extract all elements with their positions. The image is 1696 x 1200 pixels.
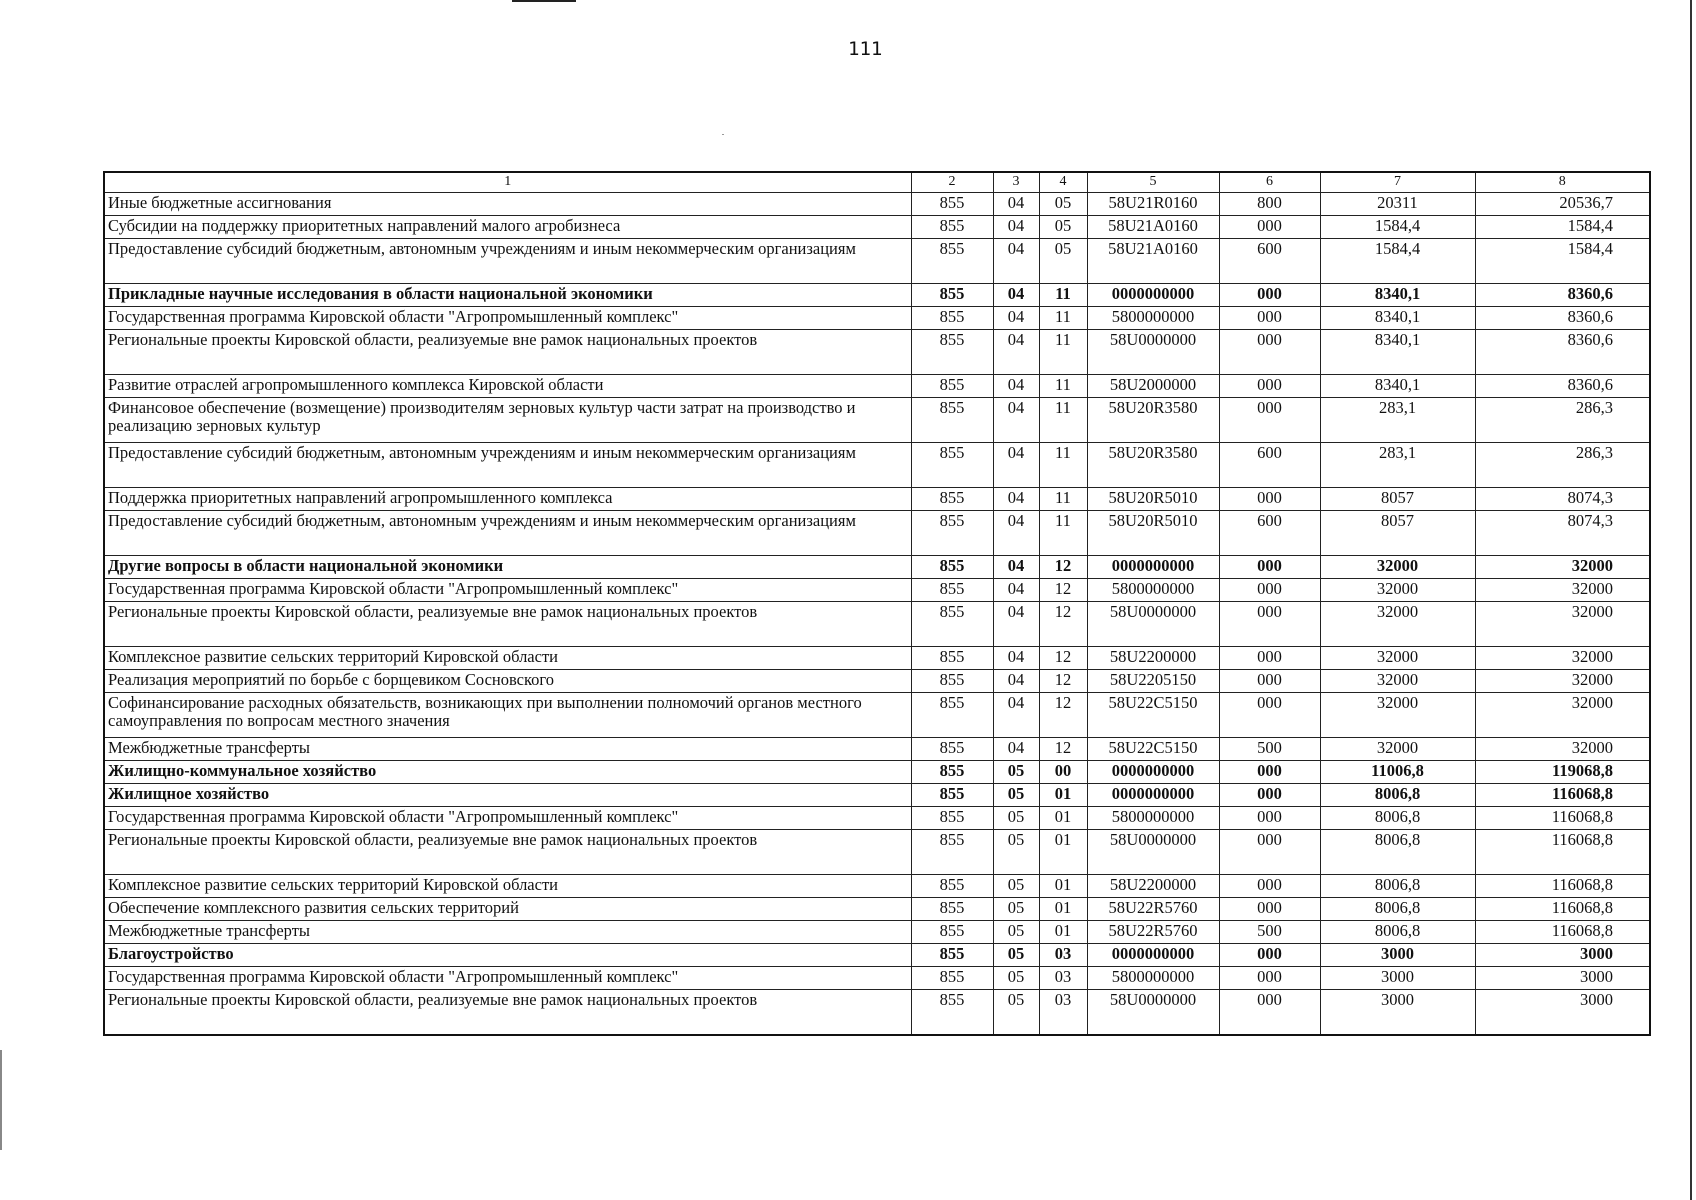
scan-mark-left — [0, 1050, 2, 1150]
header-cell-8: 8 — [1475, 172, 1650, 193]
row-name: Субсидии на поддержку приоритетных направлений малого агробизнеса — [104, 216, 911, 239]
row-admin-code: 855 — [911, 830, 993, 875]
row-target-article: 0000000000 — [1087, 284, 1219, 307]
table-row — [104, 602, 1650, 647]
row-amount-col8: 286,3 — [1475, 443, 1650, 488]
row-name: Предоставление субсидий бюджетным, автономным учреждениям и иным некоммерческим организациям — [104, 511, 911, 556]
row-target-article: 58U0000000 — [1087, 990, 1219, 1036]
row-amount-col7: 3000 — [1320, 990, 1475, 1036]
row-name: Поддержка приоритетных направлений агропромышленного комплекса — [104, 488, 911, 511]
row-amount-col8: 32000 — [1475, 647, 1650, 670]
row-name: Благоустройство — [104, 944, 911, 967]
table-row — [104, 216, 1650, 239]
row-amount-col8: 116068,8 — [1475, 921, 1650, 944]
row-section: 05 — [993, 875, 1039, 898]
row-amount-col7: 283,1 — [1320, 443, 1475, 488]
table-row — [104, 784, 1650, 807]
row-expense-type: 000 — [1219, 579, 1320, 602]
table-row — [104, 284, 1650, 307]
row-amount-col7: 8340,1 — [1320, 307, 1475, 330]
row-name: Межбюджетные трансферты — [104, 921, 911, 944]
row-amount-col8: 32000 — [1475, 738, 1650, 761]
table-row — [104, 693, 1650, 738]
row-amount-col7: 8340,1 — [1320, 375, 1475, 398]
row-expense-type: 000 — [1219, 875, 1320, 898]
row-name: Обеспечение комплексного развития сельских территорий — [104, 898, 911, 921]
row-amount-col8: 8360,6 — [1475, 307, 1650, 330]
row-admin-code: 855 — [911, 990, 993, 1036]
row-target-article: 58U0000000 — [1087, 602, 1219, 647]
row-admin-code: 855 — [911, 239, 993, 284]
row-admin-code: 855 — [911, 216, 993, 239]
row-amount-col7: 8006,8 — [1320, 784, 1475, 807]
row-amount-col7: 3000 — [1320, 944, 1475, 967]
row-admin-code: 855 — [911, 330, 993, 375]
row-expense-type: 000 — [1219, 330, 1320, 375]
row-expense-type: 000 — [1219, 488, 1320, 511]
row-section: 04 — [993, 670, 1039, 693]
row-amount-col8: 3000 — [1475, 967, 1650, 990]
row-expense-type: 800 — [1219, 193, 1320, 216]
row-target-article: 5800000000 — [1087, 579, 1219, 602]
row-target-article: 0000000000 — [1087, 944, 1219, 967]
row-expense-type: 000 — [1219, 398, 1320, 443]
row-expense-type: 000 — [1219, 830, 1320, 875]
row-section: 04 — [993, 647, 1039, 670]
row-name: Реализация мероприятий по борьбе с борщевиком Сосновского — [104, 670, 911, 693]
row-subsection: 00 — [1039, 761, 1087, 784]
row-subsection: 03 — [1039, 990, 1087, 1036]
row-amount-col7: 32000 — [1320, 647, 1475, 670]
row-target-article: 58U2205150 — [1087, 670, 1219, 693]
row-amount-col7: 8006,8 — [1320, 807, 1475, 830]
row-amount-col7: 8006,8 — [1320, 830, 1475, 875]
row-expense-type: 600 — [1219, 511, 1320, 556]
row-name: Финансовое обеспечение (возмещение) производителям зерновых культур части затрат на производство и реализацию зерновых культур — [104, 398, 911, 443]
row-admin-code: 855 — [911, 307, 993, 330]
row-expense-type: 000 — [1219, 784, 1320, 807]
row-amount-col7: 8340,1 — [1320, 284, 1475, 307]
row-subsection: 11 — [1039, 398, 1087, 443]
row-admin-code: 855 — [911, 693, 993, 738]
row-section: 05 — [993, 967, 1039, 990]
row-target-article: 58U2000000 — [1087, 375, 1219, 398]
row-amount-col7: 8057 — [1320, 511, 1475, 556]
table-row — [104, 398, 1650, 443]
row-target-article: 58U20R5010 — [1087, 488, 1219, 511]
row-subsection: 12 — [1039, 738, 1087, 761]
row-target-article: 5800000000 — [1087, 307, 1219, 330]
header-cell-4: 4 — [1039, 172, 1087, 193]
row-section: 04 — [993, 216, 1039, 239]
row-subsection: 11 — [1039, 307, 1087, 330]
row-section: 04 — [993, 443, 1039, 488]
row-subsection: 12 — [1039, 602, 1087, 647]
row-target-article: 58U21R0160 — [1087, 193, 1219, 216]
table-row — [104, 898, 1650, 921]
row-amount-col8: 8360,6 — [1475, 375, 1650, 398]
table-row — [104, 239, 1650, 284]
row-section: 04 — [993, 307, 1039, 330]
row-expense-type: 000 — [1219, 307, 1320, 330]
row-admin-code: 855 — [911, 807, 993, 830]
row-amount-col7: 8006,8 — [1320, 875, 1475, 898]
row-amount-col8: 8074,3 — [1475, 488, 1650, 511]
row-section: 04 — [993, 330, 1039, 375]
row-target-article: 58U20R3580 — [1087, 443, 1219, 488]
row-amount-col7: 8057 — [1320, 488, 1475, 511]
row-section: 04 — [993, 556, 1039, 579]
table-row — [104, 647, 1650, 670]
row-subsection: 12 — [1039, 647, 1087, 670]
row-amount-col7: 1584,4 — [1320, 239, 1475, 284]
row-subsection: 05 — [1039, 216, 1087, 239]
row-section: 04 — [993, 398, 1039, 443]
row-subsection: 12 — [1039, 670, 1087, 693]
table-row — [104, 443, 1650, 488]
page-number: 111 — [848, 38, 883, 60]
row-target-article: 0000000000 — [1087, 556, 1219, 579]
row-section: 04 — [993, 511, 1039, 556]
row-amount-col7: 32000 — [1320, 579, 1475, 602]
scan-artifact-top — [512, 0, 576, 2]
row-target-article: 58U20R5010 — [1087, 511, 1219, 556]
row-subsection: 12 — [1039, 579, 1087, 602]
row-target-article: 58U0000000 — [1087, 830, 1219, 875]
row-section: 04 — [993, 693, 1039, 738]
row-section: 05 — [993, 898, 1039, 921]
table-row — [104, 990, 1650, 1036]
header-cell-6: 6 — [1219, 172, 1320, 193]
row-admin-code: 855 — [911, 761, 993, 784]
row-subsection: 11 — [1039, 443, 1087, 488]
table-row — [104, 967, 1650, 990]
row-amount-col7: 3000 — [1320, 967, 1475, 990]
row-amount-col7: 32000 — [1320, 556, 1475, 579]
row-target-article: 58U22R5760 — [1087, 898, 1219, 921]
row-name: Предоставление субсидий бюджетным, автономным учреждениям и иным некоммерческим организациям — [104, 239, 911, 284]
table-row — [104, 830, 1650, 875]
row-name: Государственная программа Кировской области "Агропромышленный комплекс" — [104, 579, 911, 602]
row-amount-col7: 32000 — [1320, 602, 1475, 647]
row-name: Межбюджетные трансферты — [104, 738, 911, 761]
row-amount-col7: 20311 — [1320, 193, 1475, 216]
row-name: Региональные проекты Кировской области, реализуемые вне рамок национальных проектов — [104, 330, 911, 375]
row-expense-type: 000 — [1219, 990, 1320, 1036]
row-subsection: 12 — [1039, 556, 1087, 579]
row-expense-type: 000 — [1219, 602, 1320, 647]
row-name: Прикладные научные исследования в области национальной экономики — [104, 284, 911, 307]
table-body — [104, 172, 1650, 1035]
row-name: Региональные проекты Кировской области, реализуемые вне рамок национальных проектов — [104, 830, 911, 875]
row-section: 04 — [993, 602, 1039, 647]
row-expense-type: 000 — [1219, 944, 1320, 967]
row-name: Жилищно-коммунальное хозяйство — [104, 761, 911, 784]
row-expense-type: 600 — [1219, 443, 1320, 488]
row-admin-code: 855 — [911, 193, 993, 216]
header-cell-3: 3 — [993, 172, 1039, 193]
row-target-article: 58U22R5760 — [1087, 921, 1219, 944]
row-expense-type: 000 — [1219, 375, 1320, 398]
table-row — [104, 193, 1650, 216]
table-row — [104, 307, 1650, 330]
row-expense-type: 600 — [1219, 239, 1320, 284]
row-admin-code: 855 — [911, 967, 993, 990]
row-amount-col8: 32000 — [1475, 579, 1650, 602]
row-amount-col8: 116068,8 — [1475, 898, 1650, 921]
row-name: Развитие отраслей агропромышленного комплекса Кировской области — [104, 375, 911, 398]
row-amount-col8: 116068,8 — [1475, 807, 1650, 830]
row-subsection: 01 — [1039, 784, 1087, 807]
row-expense-type: 500 — [1219, 921, 1320, 944]
row-amount-col7: 32000 — [1320, 738, 1475, 761]
row-amount-col8: 286,3 — [1475, 398, 1650, 443]
row-target-article: 5800000000 — [1087, 807, 1219, 830]
row-name: Комплексное развитие сельских территорий Кировской области — [104, 647, 911, 670]
row-subsection: 11 — [1039, 284, 1087, 307]
row-amount-col8: 119068,8 — [1475, 761, 1650, 784]
row-section: 05 — [993, 830, 1039, 875]
row-name: Комплексное развитие сельских территорий Кировской области — [104, 875, 911, 898]
row-name: Жилищное хозяйство — [104, 784, 911, 807]
row-section: 05 — [993, 990, 1039, 1036]
table-row — [104, 330, 1650, 375]
row-admin-code: 855 — [911, 488, 993, 511]
row-target-article: 58U22C5150 — [1087, 738, 1219, 761]
row-section: 04 — [993, 488, 1039, 511]
row-section: 04 — [993, 193, 1039, 216]
row-section: 04 — [993, 239, 1039, 284]
row-subsection: 11 — [1039, 488, 1087, 511]
row-target-article: 58U0000000 — [1087, 330, 1219, 375]
table-row — [104, 556, 1650, 579]
table-row — [104, 944, 1650, 967]
row-admin-code: 855 — [911, 579, 993, 602]
row-admin-code: 855 — [911, 921, 993, 944]
row-name: Другие вопросы в области национальной экономики — [104, 556, 911, 579]
row-admin-code: 855 — [911, 556, 993, 579]
row-expense-type: 500 — [1219, 738, 1320, 761]
row-expense-type: 000 — [1219, 556, 1320, 579]
row-section: 04 — [993, 375, 1039, 398]
row-name: Региональные проекты Кировской области, реализуемые вне рамок национальных проектов — [104, 990, 911, 1036]
row-admin-code: 855 — [911, 398, 993, 443]
row-expense-type: 000 — [1219, 761, 1320, 784]
row-admin-code: 855 — [911, 944, 993, 967]
row-target-article: 58U2200000 — [1087, 647, 1219, 670]
row-target-article: 5800000000 — [1087, 967, 1219, 990]
row-amount-col8: 3000 — [1475, 944, 1650, 967]
row-amount-col7: 8006,8 — [1320, 898, 1475, 921]
scan-edge-right — [1690, 0, 1692, 1200]
header-cell-2: 2 — [911, 172, 993, 193]
row-expense-type: 000 — [1219, 693, 1320, 738]
row-section: 05 — [993, 921, 1039, 944]
row-section: 04 — [993, 579, 1039, 602]
row-name: Региональные проекты Кировской области, реализуемые вне рамок национальных проектов — [104, 602, 911, 647]
row-amount-col8: 116068,8 — [1475, 784, 1650, 807]
row-amount-col7: 11006,8 — [1320, 761, 1475, 784]
row-subsection: 03 — [1039, 967, 1087, 990]
row-amount-col8: 8360,6 — [1475, 330, 1650, 375]
row-admin-code: 855 — [911, 443, 993, 488]
row-name: Государственная программа Кировской области "Агропромышленный комплекс" — [104, 307, 911, 330]
table-row — [104, 579, 1650, 602]
row-admin-code: 855 — [911, 375, 993, 398]
row-name: Иные бюджетные ассигнования — [104, 193, 911, 216]
row-admin-code: 855 — [911, 738, 993, 761]
row-name: Софинансирование расходных обязательств, возникающих при выполнении полномочий органов местного самоуправления по вопросам местного значения — [104, 693, 911, 738]
row-expense-type: 000 — [1219, 284, 1320, 307]
row-target-article: 58U2200000 — [1087, 875, 1219, 898]
row-amount-col8: 32000 — [1475, 602, 1650, 647]
budget-table — [103, 171, 1651, 1036]
table-row — [104, 488, 1650, 511]
row-expense-type: 000 — [1219, 807, 1320, 830]
row-amount-col7: 283,1 — [1320, 398, 1475, 443]
row-amount-col8: 32000 — [1475, 556, 1650, 579]
row-section: 05 — [993, 784, 1039, 807]
row-amount-col7: 32000 — [1320, 670, 1475, 693]
row-admin-code: 855 — [911, 511, 993, 556]
row-admin-code: 855 — [911, 875, 993, 898]
row-section: 05 — [993, 807, 1039, 830]
row-subsection: 01 — [1039, 921, 1087, 944]
row-subsection: 01 — [1039, 875, 1087, 898]
row-subsection: 01 — [1039, 830, 1087, 875]
row-amount-col7: 32000 — [1320, 693, 1475, 738]
row-admin-code: 855 — [911, 784, 993, 807]
row-section: 04 — [993, 738, 1039, 761]
row-amount-col8: 8360,6 — [1475, 284, 1650, 307]
row-subsection: 11 — [1039, 330, 1087, 375]
table-row — [104, 761, 1650, 784]
row-amount-col8: 116068,8 — [1475, 875, 1650, 898]
row-subsection: 01 — [1039, 898, 1087, 921]
row-admin-code: 855 — [911, 898, 993, 921]
row-amount-col8: 1584,4 — [1475, 239, 1650, 284]
row-amount-col8: 1584,4 — [1475, 216, 1650, 239]
row-subsection: 11 — [1039, 375, 1087, 398]
row-section: 05 — [993, 944, 1039, 967]
row-expense-type: 000 — [1219, 670, 1320, 693]
table-row — [104, 375, 1650, 398]
table-row — [104, 807, 1650, 830]
row-target-article: 58U22C5150 — [1087, 693, 1219, 738]
row-expense-type: 000 — [1219, 967, 1320, 990]
row-amount-col7: 8340,1 — [1320, 330, 1475, 375]
row-amount-col8: 116068,8 — [1475, 830, 1650, 875]
table-row — [104, 738, 1650, 761]
row-subsection: 05 — [1039, 193, 1087, 216]
row-admin-code: 855 — [911, 602, 993, 647]
row-admin-code: 855 — [911, 284, 993, 307]
row-amount-col7: 1584,4 — [1320, 216, 1475, 239]
header-cell-7: 7 — [1320, 172, 1475, 193]
row-name: Государственная программа Кировской области "Агропромышленный комплекс" — [104, 967, 911, 990]
row-admin-code: 855 — [911, 647, 993, 670]
row-target-article: 58U20R3580 — [1087, 398, 1219, 443]
row-section: 05 — [993, 761, 1039, 784]
row-target-article: 58U21A0160 — [1087, 216, 1219, 239]
row-amount-col7: 8006,8 — [1320, 921, 1475, 944]
header-cell-1: 1 — [104, 172, 911, 193]
row-target-article: 0000000000 — [1087, 761, 1219, 784]
row-amount-col8: 32000 — [1475, 693, 1650, 738]
row-amount-col8: 8074,3 — [1475, 511, 1650, 556]
row-target-article: 0000000000 — [1087, 784, 1219, 807]
row-target-article: 58U21A0160 — [1087, 239, 1219, 284]
table-row — [104, 670, 1650, 693]
row-amount-col8: 32000 — [1475, 670, 1650, 693]
table-row — [104, 511, 1650, 556]
row-admin-code: 855 — [911, 670, 993, 693]
scan-artifact-dot — [722, 134, 724, 135]
row-subsection: 05 — [1039, 239, 1087, 284]
row-expense-type: 000 — [1219, 898, 1320, 921]
row-subsection: 01 — [1039, 807, 1087, 830]
row-section: 04 — [993, 284, 1039, 307]
row-name: Предоставление субсидий бюджетным, автономным учреждениям и иным некоммерческим организациям — [104, 443, 911, 488]
row-expense-type: 000 — [1219, 647, 1320, 670]
row-subsection: 11 — [1039, 511, 1087, 556]
header-cell-5: 5 — [1087, 172, 1219, 193]
table-row — [104, 921, 1650, 944]
table-row — [104, 875, 1650, 898]
row-subsection: 12 — [1039, 693, 1087, 738]
row-subsection: 03 — [1039, 944, 1087, 967]
row-name: Государственная программа Кировской области "Агропромышленный комплекс" — [104, 807, 911, 830]
row-expense-type: 000 — [1219, 216, 1320, 239]
row-amount-col8: 3000 — [1475, 990, 1650, 1036]
row-amount-col8: 20536,7 — [1475, 193, 1650, 216]
table-header-row — [104, 172, 1650, 193]
